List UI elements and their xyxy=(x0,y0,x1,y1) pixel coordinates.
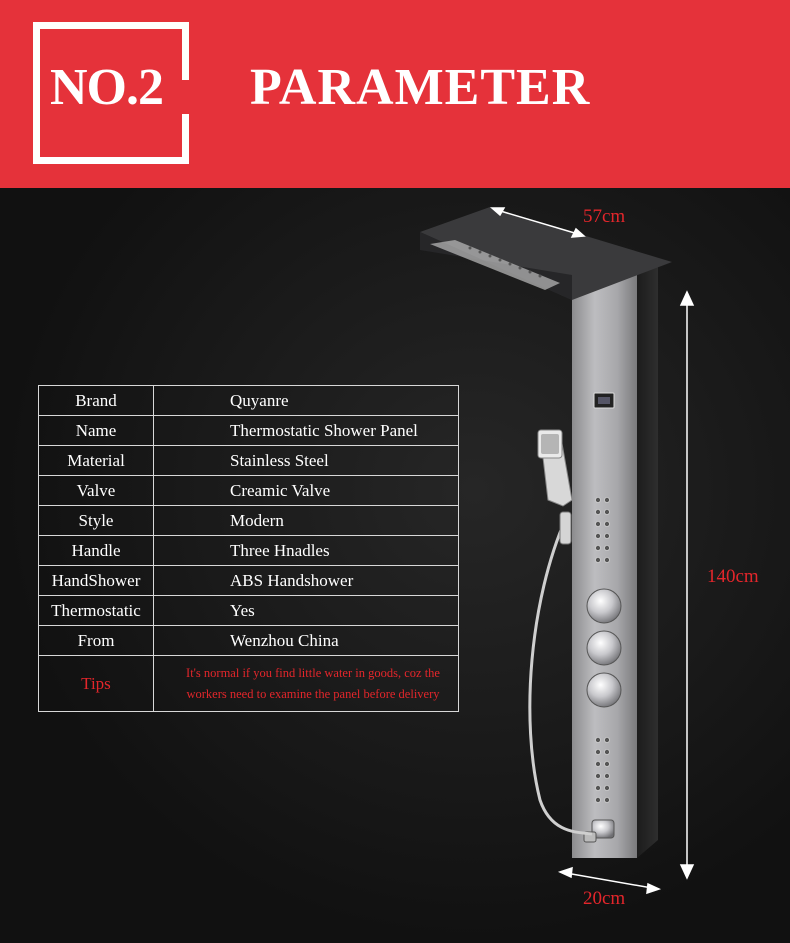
parameter-value: Modern xyxy=(154,506,459,536)
parameter-row xyxy=(39,476,459,506)
width-dimension: 57cm xyxy=(583,206,626,227)
parameter-table xyxy=(38,385,459,712)
height-dimension: 140cm xyxy=(707,566,759,587)
parameter-value: Wenzhou China xyxy=(154,626,459,656)
parameter-key: Thermostatic xyxy=(39,596,154,626)
parameter-row xyxy=(39,566,459,596)
parameter-key: Name xyxy=(39,416,154,446)
parameter-row xyxy=(39,536,459,566)
parameter-key: From xyxy=(39,626,154,656)
tips-text: It's normal if you find little water in goods, coz the workers need to examine the panel before delivery xyxy=(154,656,459,712)
parameter-value: Three Hnadles xyxy=(154,536,459,566)
parameter-key: HandShower xyxy=(39,566,154,596)
parameter-row xyxy=(39,446,459,476)
parameter-value: Quyanre xyxy=(154,386,459,416)
control-handles xyxy=(587,589,621,707)
parameter-value: ABS Handshower xyxy=(154,566,459,596)
parameter-key: Valve xyxy=(39,476,154,506)
section-number: NO.2 xyxy=(50,59,163,116)
parameter-row xyxy=(39,506,459,536)
parameter-row xyxy=(39,386,459,416)
panel-side xyxy=(637,262,658,858)
parameter-key: Style xyxy=(39,506,154,536)
page-title: PARAMETER xyxy=(250,59,591,116)
parameter-row xyxy=(39,596,459,626)
parameter-value: Yes xyxy=(154,596,459,626)
parameter-key: Handle xyxy=(39,536,154,566)
tips-row xyxy=(39,656,459,712)
panel-front xyxy=(572,275,637,858)
parameter-value: Stainless Steel xyxy=(154,446,459,476)
tips-label: Tips xyxy=(39,656,154,712)
parameter-key: Brand xyxy=(39,386,154,416)
parameter-key: Material xyxy=(39,446,154,476)
parameter-row xyxy=(39,626,459,656)
parameter-value: Thermostatic Shower Panel xyxy=(154,416,459,446)
parameter-row xyxy=(39,416,459,446)
parameter-value: Creamic Valve xyxy=(154,476,459,506)
depth-dimension: 20cm xyxy=(583,888,626,909)
